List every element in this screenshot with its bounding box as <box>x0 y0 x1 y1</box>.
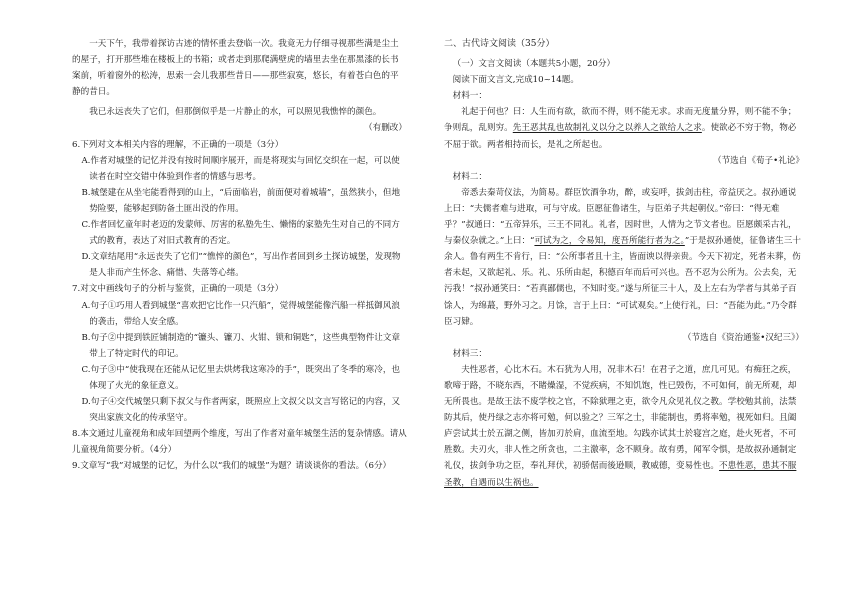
reading-instruction: 阅读下面文言文,完成10~14题。 <box>452 75 579 86</box>
material-1-underlined-sentence: 先王恶其乱也故制礼义以分之以养人之欲给人之求 <box>512 123 702 134</box>
question-7-stem: 7.对文中画线句子的分析与鉴赏，正确的一项是（3分） <box>72 284 284 295</box>
material-2-text <box>444 185 804 330</box>
material-1-source: （节选自《荀子•礼论》 <box>712 155 804 166</box>
material-3-label: 材料三： <box>452 348 487 359</box>
question-8: 8.本文通过儿童视角和成年回望两个维度，写出了作者对童年城堡生活的复杂情感。请从儿童视角简要分析。（4分） <box>72 429 407 456</box>
material-2-text-a: 帝悉去秦苛仪法，为简易。群臣饮酒争功，醉，或妄呼，拔剑击柱，帝益厌之。叔孙通说上曰：“夫儒者难与进取，可与守成。臣愿征鲁诸生，与臣弟子共起朝仪。”帝曰：“得无难乎？”叔通曰：“五帝异乐，三王不同礼。礼者，因时世，人情为之节文者也。臣愿颇采古礼，与秦仪杂就之。”上曰：“ <box>444 187 797 247</box>
question-6-option-a: A.作者对城堡的记忆并没有按时间顺序展开，而是将现实与回忆交织在一起，可以使读者在时空交错中体验到作者的情感与思考。 <box>81 155 400 182</box>
material-3-text-a: 夫性恶者，心比木石。木石犹为人用，况非木石！在君子之道，庶几可见。有痴狂之疾，歌啼于路，不晓东西，不睹燥湿，不觉疾病，不知饥饱，性已毁伤，不可如何，前无所观，却无所畏也。是故王法不废学校之官，不除狱理之吏，欲令凡众见礼仪之教。学校勉其前，法禁防其后，使丹绿之志亦将可勉，何以验之？三军之士，非能制也，勇将率勉，视死如归。且阖庐尝试其士於五湖之侧，皆加刃於肩，血流至地。勾践亦试其士於寝宫之庭，赴火死者，不可胜数。夫刃火，非人性之所贪也，二主激率，念不顾身。故有勇，闻军令惧，是故叔孙通制定礼仪，拔剑争功之臣，奉礼拜伏，初骄倨而後逊顺，教威德，变易性也。 <box>444 364 797 472</box>
material-2-underlined-sentence: 可试为之，令易知，度吾所能行者为之。 <box>534 236 685 247</box>
right-column <box>444 36 804 491</box>
material-1-text-b: 。使欲必不穷于物，物必不屈于欲。两者相持而长，是礼之所起也。 <box>444 123 797 150</box>
question-7-option-c: C.句子③中“使我现在还能从记忆里去烘烤我这寒冷的手”，既突出了冬季的寒冷，也体现了火光的象征意义。 <box>81 364 401 391</box>
question-6-option-d: D.文章结尾用“永远丧失了它们”“憔悴的颜色”，写出作者回到乡土探访城堡，发现物是人非而产生怀念、痛惜、失落等心绪。 <box>81 252 401 279</box>
material-1-text-a: 礼起于何也？曰：人生而有欲，欲而不得，则不能无求。求而无度量分界，则不能不争；争则乱，乱则穷。 <box>444 107 797 134</box>
question-6-option-c: C.作者回忆童年时老迈的发蒙师、厉害的私塾先生、懒惰的家塾先生对自己的不同方式的教育，表达了对旧式教育的否定。 <box>81 220 400 247</box>
question-6-option-b: B.城堡建在从坐宅能看得到的山上，“后面临岩，前面便对着城墙”，虽然狭小，但地势险要，能够起到防备土匪出没的作用。 <box>81 187 401 214</box>
question-6-stem: 6.下列对文本相关内容的理解，不正确的一项是（3分） <box>72 139 284 150</box>
material-2-label: 材料二： <box>452 171 487 182</box>
question-7-option-b: B.句子②中提到铁匠铺制造的“镰头、镰刀、火钳、锁和铜匙”，这些典型物件让文章带上了特定时代的印记。 <box>81 332 401 359</box>
section-title: 二、古代诗文阅读（35分） <box>444 39 555 49</box>
material-1-text <box>444 104 804 152</box>
question-7-option-a: A.句子①巧用人看到城堡“喜欢把它比作一只汽船”，觉得城堡能像汽船一样抵御风浪的袭击，带给人安全感。 <box>81 300 400 327</box>
material-1-label: 材料一： <box>452 91 487 102</box>
material-3-text <box>444 362 804 491</box>
material-3-underlined-sentence: 不患性恶，患其不服圣教，自遇而以生祸也。 <box>444 461 797 488</box>
material-2-text-b: ”于是叔孙通使，征鲁诸生三十余人。鲁有两生不肯行，曰：“公所事者且十主，皆面谀以得亲贵。今天下初定，死者未葬，伤者未起，又欲起礼、乐。礼、乐所由起，积德百年而后可兴也。吾不忍为公所为。公去矣，无污我！”叔孙通笑曰：“若真鄙儒也，不知时变。”遂与所征三十人，及上左右为学者与其弟子百馀人，为绵蕞，野外习之。月馀，言于上曰：“可试观矣。”上使行礼，曰：“吾能为此。”乃令群臣习肄。 <box>444 236 801 327</box>
passage-paragraph-1: 一天下午，我带着探访古迹的情怀重去登临一次。我竟无力仔细寻视那些满是尘土的屋子，打开那些堆在楼板上的书箱；或者走到那爬满壁虎的墙里去坐在那黑漆的长书案前，听着窗外的松涛，思索一会儿我那些昔日——那些寂寞，悠长，有着苍白色的平静的昔日。 <box>72 39 399 98</box>
question-9: 9.文章写“我”对城堡的记忆，为什么以“我们的城堡”为题？请谈谈你的看法。（6分） <box>72 461 392 472</box>
passage-source: （有删改） <box>364 123 407 134</box>
passage-paragraph-2: 我已永远丧失了它们，但那倒似乎是一片静止的水，可以照见我憔悴的颜色。 <box>89 107 382 118</box>
left-column <box>72 36 407 475</box>
subsection-title: （一）文言文阅读（本题共5小题，20分） <box>452 59 616 70</box>
question-7-option-d: D.句子④交代城堡只剩下叔父与作者两家，既照应上文叔父以文言写铭记的内容，又突出家族文化的传承坚守。 <box>81 397 401 424</box>
material-2-source: （节选自《资治通鉴•汉纪三》） <box>682 332 804 343</box>
